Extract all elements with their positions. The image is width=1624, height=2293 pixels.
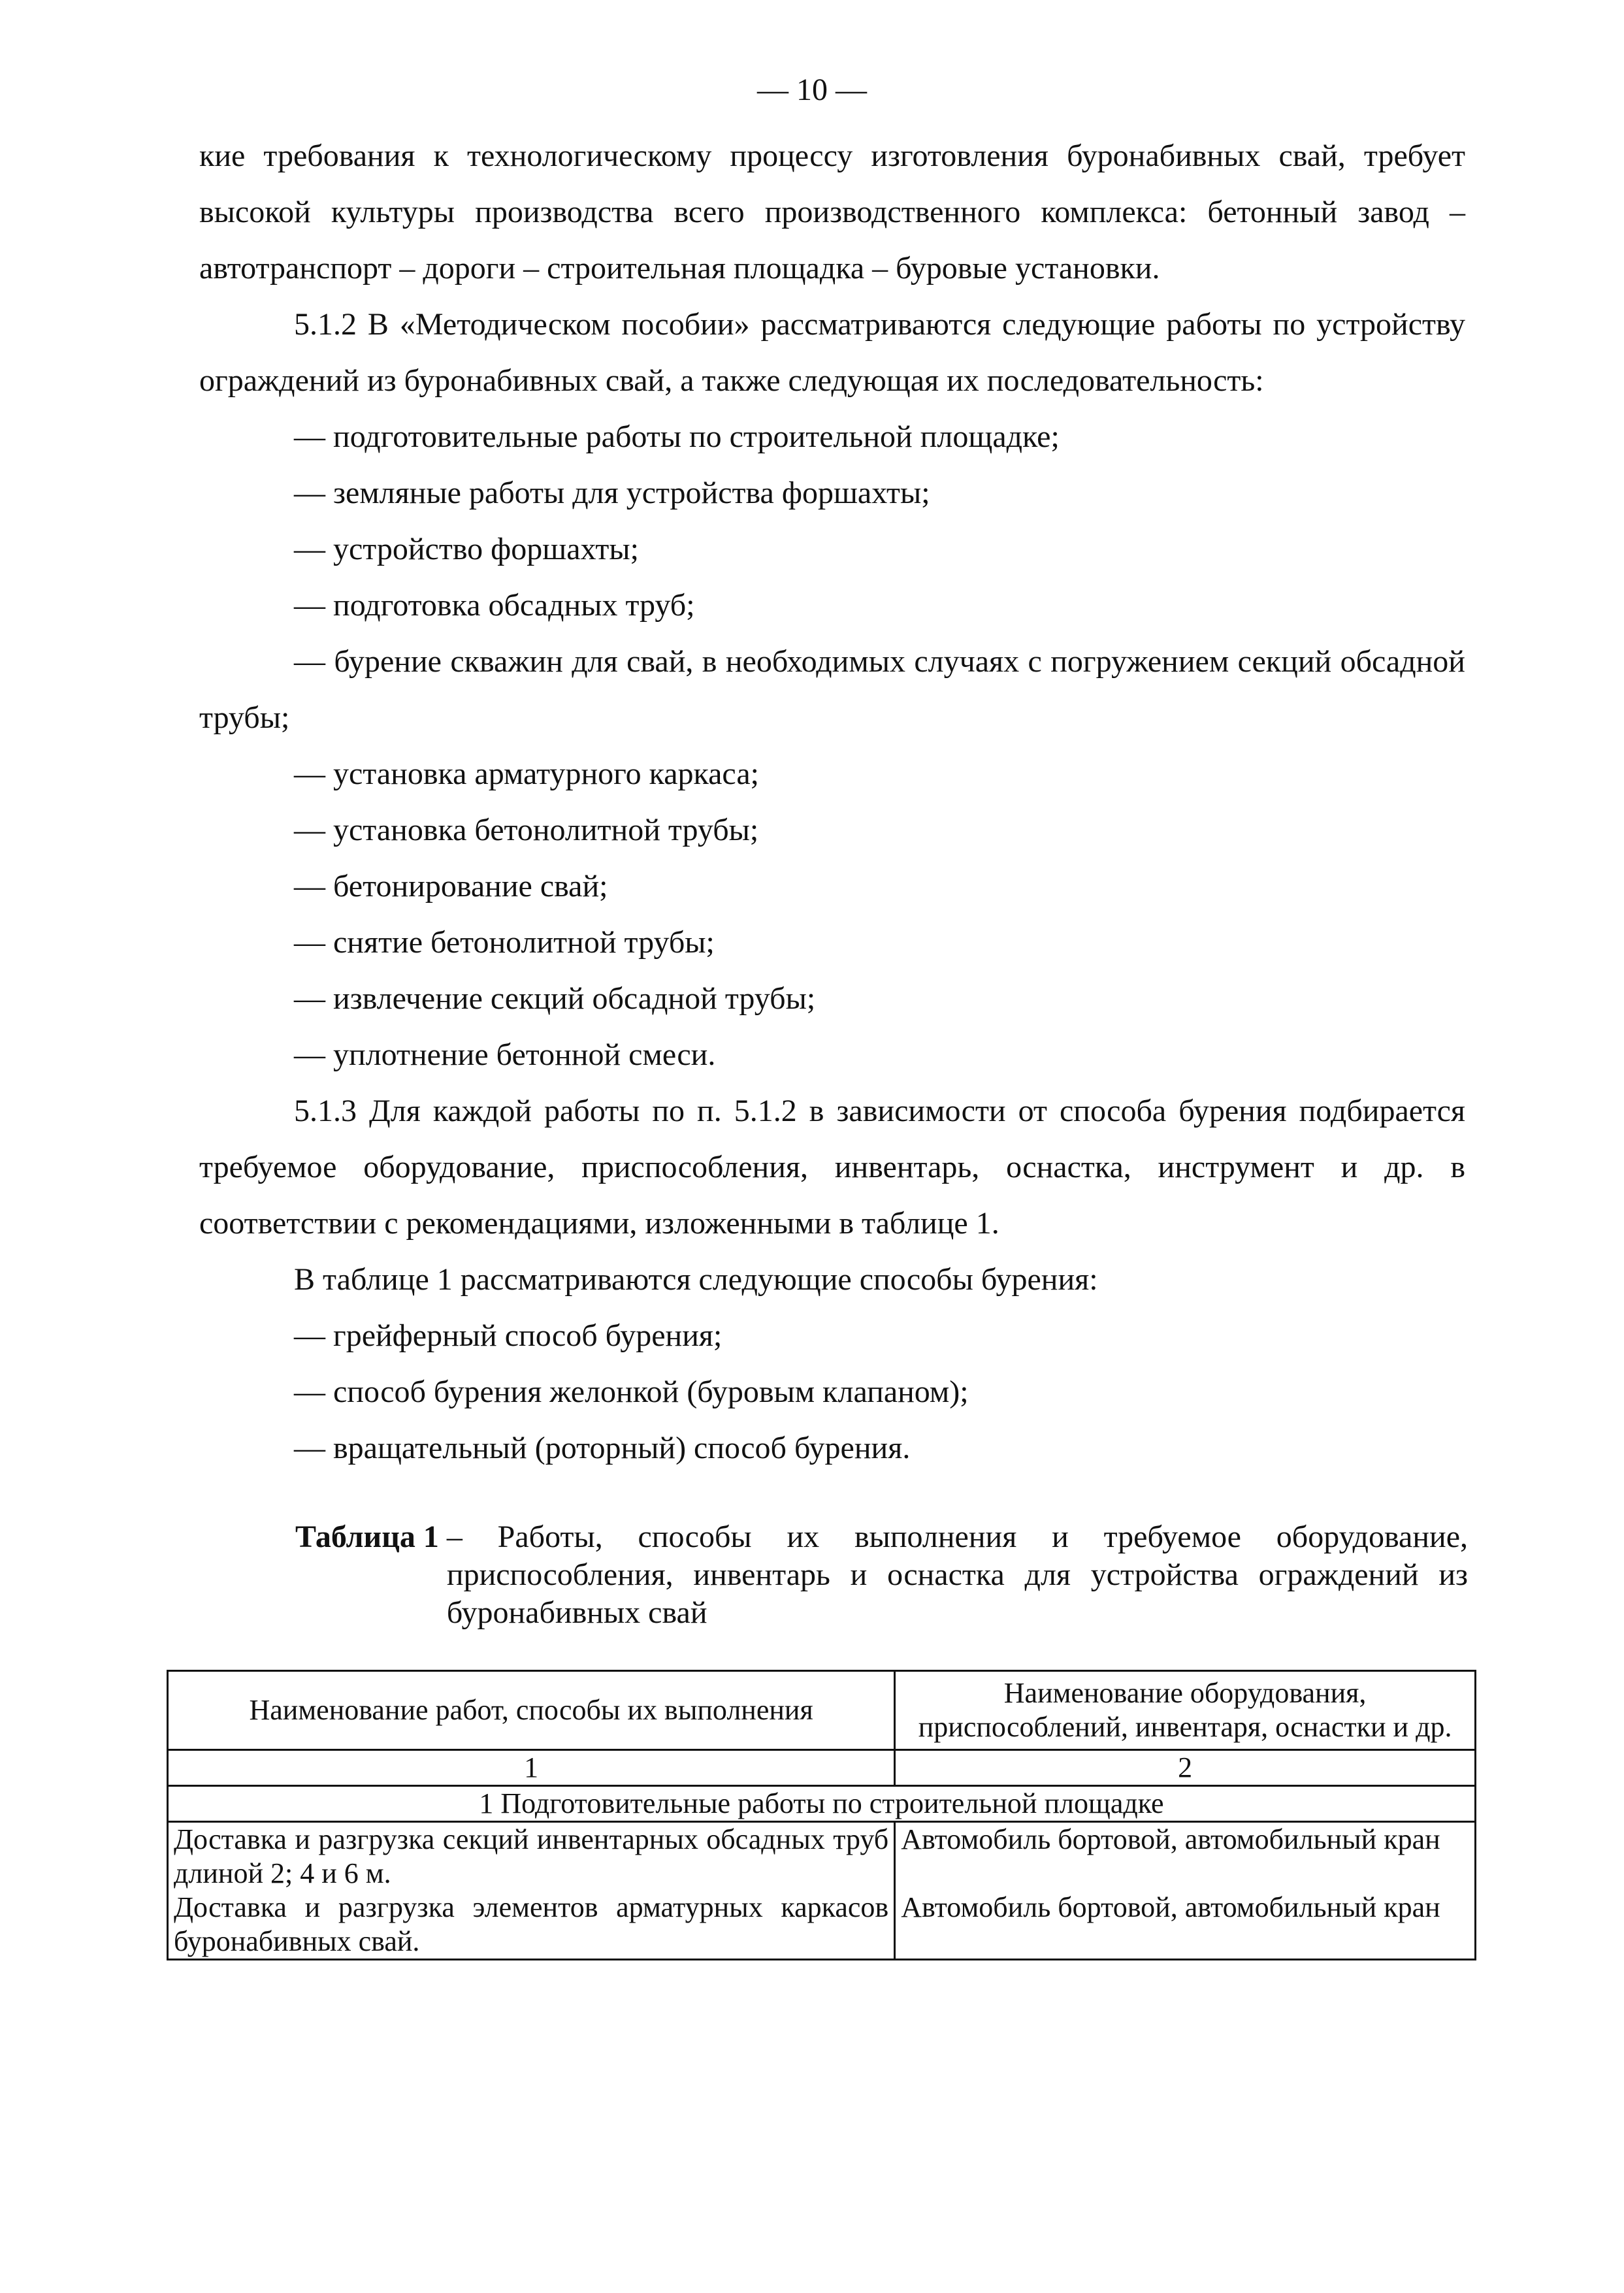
method-item: — вращательный (роторный) способ бурения.: [294, 1431, 911, 1465]
work-text: Доставка и разгрузка секций инвентарных обсадных труб длиной 2; 4 и 6 м.: [174, 1823, 889, 1889]
work-item: — устройство форшахты;: [294, 532, 639, 566]
table-section-row: [168, 1786, 1476, 1822]
work-item: — уплотнение бетонной смеси.: [294, 1037, 716, 1072]
body-text: [199, 128, 1465, 1476]
work-item: — снятие бетонолитной трубы;: [294, 925, 715, 960]
table-header-cell: Наименование работ, способы их выполнения: [168, 1671, 895, 1750]
table-header-row: [168, 1671, 1476, 1750]
work-item: — установка бетонолитной трубы;: [294, 813, 759, 847]
work-cell: [168, 1822, 895, 1960]
table-number-row: [168, 1750, 1476, 1786]
table-caption-label: Таблица 1: [295, 1520, 439, 1554]
work-item: — подготовительные работы по строительной площадке;: [294, 419, 1060, 454]
table-section-cell: 1 Подготовительные работы по строительной площадке: [168, 1786, 1476, 1822]
paragraph-intro: кие требования к технологическому процессу изготовления буронабивных свай, требует высокой культуры производства всего производственного комплекса: бетонный завод – автотранспорт – дороги – строительная площадка – буровые установки.: [199, 138, 1465, 285]
table-header-cell: Наименование оборудования, приспособлений, инвентаря, оснастки и др.: [895, 1671, 1476, 1750]
method-item: — способ бурения желонкой (буровым клапаном);: [294, 1374, 969, 1409]
equipment-table: [167, 1670, 1476, 1960]
table-caption: [295, 1518, 1468, 1632]
paragraph-5-1-2: 5.1.2 В «Методическом пособии» рассматриваются следующие работы по устройству ограждений из буронабивных свай, а также следующая их последовательность:: [199, 307, 1465, 398]
method-item: — грейферный способ бурения;: [294, 1318, 723, 1353]
paragraph-5-1-3: 5.1.3 Для каждой работы по п. 5.1.2 в зависимости от способа бурения подбирается требуемое оборудование, приспособления, инвентарь, оснастка, инструмент и др. в соответствии с рекомендациями, изложенными в таблице 1.: [199, 1094, 1465, 1241]
equipment-text: Автомобиль бортовой, автомобильный кран: [901, 1823, 1440, 1855]
work-item: — установка арматурного каркаса;: [294, 756, 759, 791]
column-number-cell: 2: [895, 1750, 1476, 1786]
work-text: Доставка и разгрузка элементов арматурных каркасов буронабивных свай.: [174, 1891, 889, 1957]
work-item: — земляные работы для устройства форшахты;: [294, 476, 930, 510]
equipment-text: Автомобиль бортовой, автомобильный кран: [901, 1891, 1440, 1923]
table-row: [168, 1822, 1476, 1960]
work-item: — бурение скважин для свай, в необходимых случаях с погружением секций обсадной трубы;: [199, 644, 1465, 735]
work-item: — извлечение секций обсадной трубы;: [294, 981, 816, 1016]
column-number-cell: 1: [168, 1750, 895, 1786]
equipment-cell: [895, 1822, 1476, 1960]
work-item: — бетонирование свай;: [294, 869, 608, 903]
page-number: — 10 —: [757, 73, 867, 107]
paragraph-methods-intro: В таблице 1 рассматриваются следующие способы бурения:: [294, 1262, 1098, 1297]
work-item: — подготовка обсадных труб;: [294, 588, 695, 623]
table-caption-text: – Работы, способы их выполнения и требуемое оборудование, приспособления, инвентарь и оснастка для устройства ограждений из буронабивных свай: [446, 1520, 1468, 1630]
